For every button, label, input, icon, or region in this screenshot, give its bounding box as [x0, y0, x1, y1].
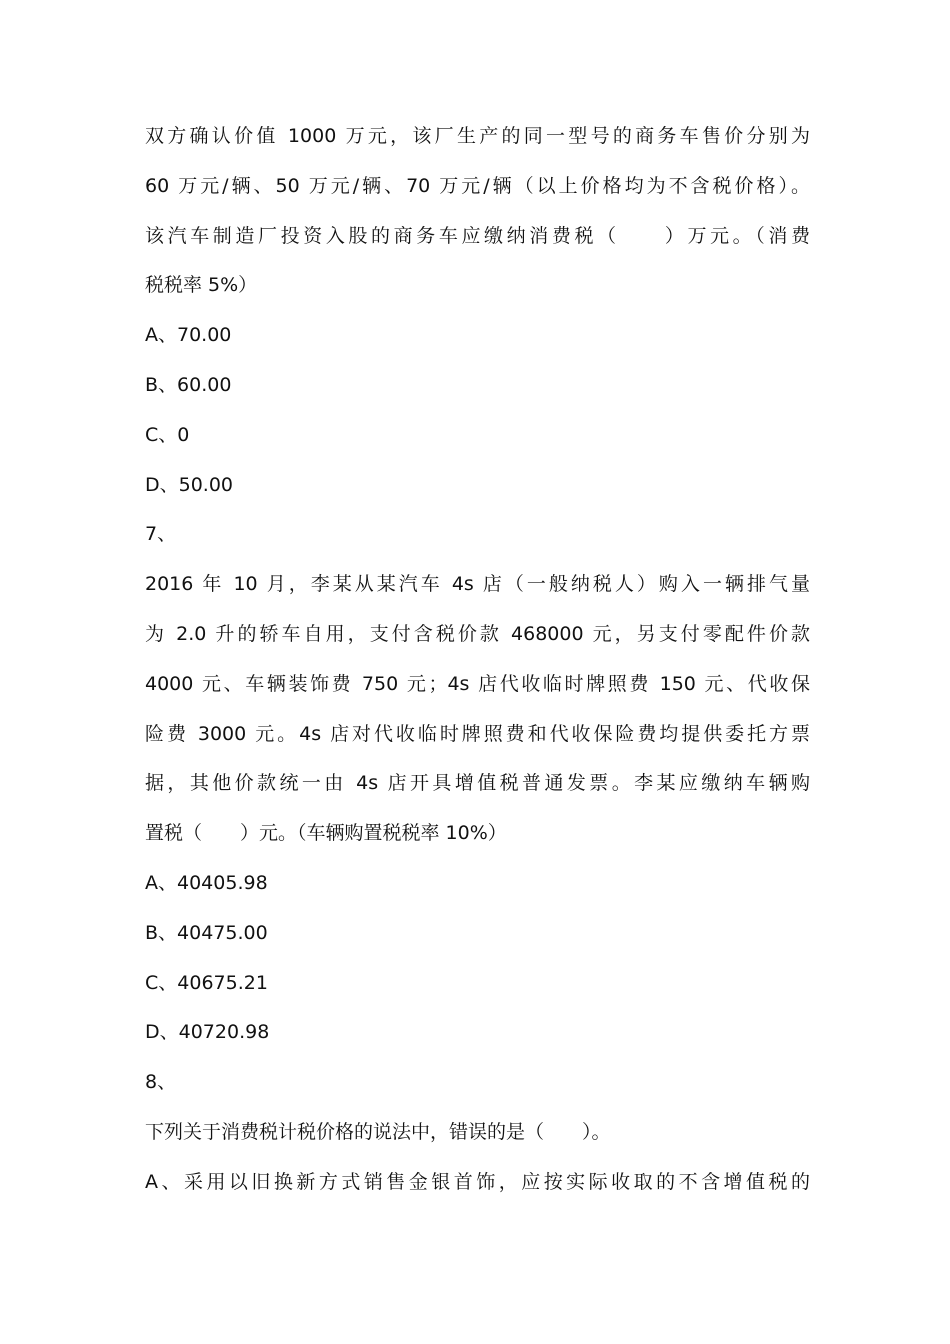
q7-option-d: D、40720.98: [145, 1021, 270, 1044]
q6-option-b: B、60.00: [145, 373, 232, 396]
q6-stem-line-1: 双方确认价值 1000 万元，该厂生产的同一型号的商务车售价分别为: [145, 125, 810, 147]
q7-stem-line-3: 4000 元、车辆装饰费 750 元；4s 店代收临时牌照费 150 元、代收保: [145, 672, 810, 695]
q7-stem-line-6: 置税（ ）元。（车辆购置税税率 10%）: [145, 822, 507, 845]
q6-stem-line-4: 税税率 5%）: [145, 274, 258, 297]
question-8: [145, 1058, 810, 1207]
q8-stem-line-1: 下列关于消费税计税价格的说法中，错误的是（ ）。: [145, 1120, 611, 1143]
q7-stem-line-2: 为 2.0 升的轿车自用，支付含税价款 468000 元，另支付零配件价款: [145, 622, 810, 645]
q7-stem-line-5: 据，其他价款统一由 4s 店开具增值税普通发票。李某应缴纳车辆购: [145, 772, 810, 795]
q8-option-a-line: A、采用以旧换新方式销售金银首饰，应按实际收取的不含增值税的: [145, 1170, 810, 1193]
q6-option-d: D、50.00: [145, 473, 234, 496]
document-page: [145, 112, 810, 1208]
q6-stem-line-2: 60 万元/辆、50 万元/辆、70 万元/辆（以上价格均为不含税价格）。: [145, 174, 810, 197]
q7-option-c: C、40675.21: [145, 971, 268, 994]
q6-option-c: C、0: [145, 423, 190, 446]
q6-option-a: A、70.00: [145, 324, 232, 347]
question-7: [145, 510, 810, 1058]
q7-stem-line-4: 险费 3000 元。4s 店对代收临时牌照费和代收保险费均提供委托方票: [145, 722, 810, 745]
question-6: [145, 112, 810, 510]
q7-stem-line-1: 2016 年 10 月，李某从某汽车 4s 店（一般纳税人）购入一辆排气量: [145, 573, 810, 596]
q8-number: 8、: [145, 1071, 177, 1094]
q7-number: 7、: [145, 523, 177, 546]
q7-option-b: B、40475.00: [145, 921, 268, 944]
q6-stem-line-3: 该汽车制造厂投资入股的商务车应缴纳消费税（ ）万元。（消费: [145, 224, 810, 247]
q7-option-a: A、40405.98: [145, 871, 268, 894]
